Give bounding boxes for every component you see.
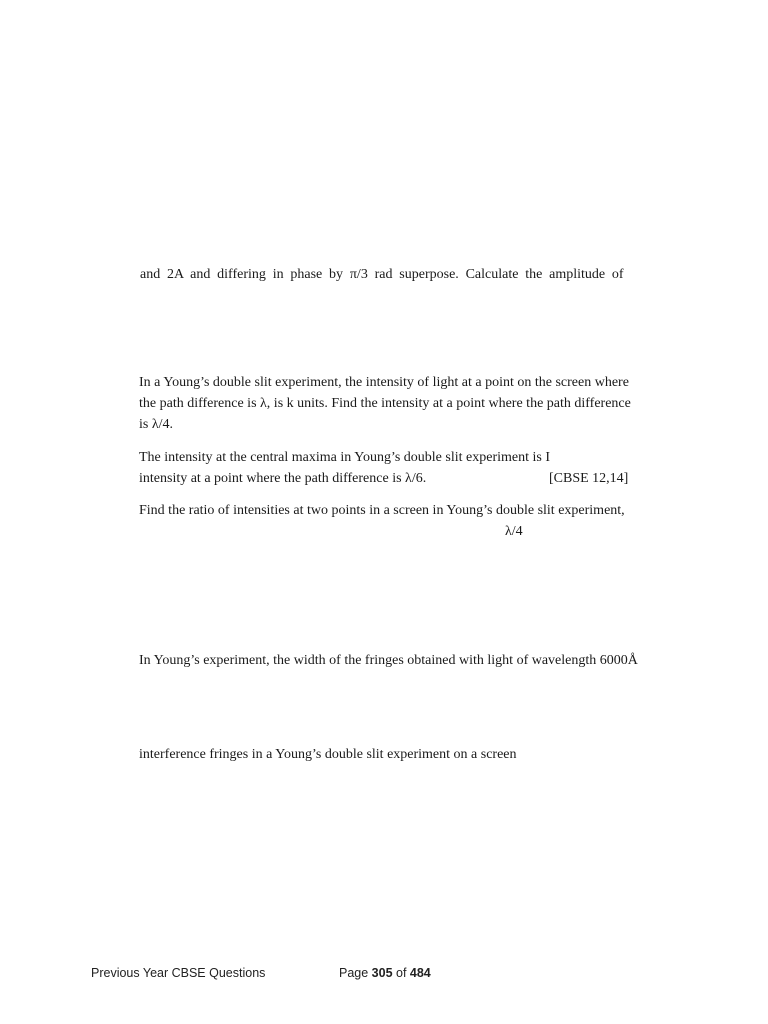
footer-document-title: Previous Year CBSE Questions	[91, 966, 266, 980]
text-line-ydse-intensity-3: is λ/4.	[139, 417, 174, 432]
text-line-ratio-intensities: Find the ratio of intensities at two points in a screen in Young’s double slit experiment,	[139, 503, 625, 518]
footer-page-number	[339, 966, 431, 980]
text-line-interference-fringes: interference fringes in a Young’s double slit experiment on a screen	[139, 747, 517, 762]
text-line-ydse-intensity-2: the path difference is λ, is k units. Find the intensity at a point where the path difference	[139, 396, 631, 411]
text-line-fringe-width: In Young’s experiment, the width of the fringes obtained with light of wavelength 6000Å	[139, 653, 638, 668]
text-line-ydse-intensity-1: In a Young’s double slit experiment, the intensity of light at a point on the screen where	[139, 375, 629, 390]
page-label: Page	[339, 966, 372, 980]
total-pages: 484	[409, 966, 431, 980]
current-page: 305	[371, 966, 393, 980]
text-line-central-maxima-2: intensity at a point where the path difference is λ/6.	[139, 471, 427, 486]
text-line-amplitude: and 2A and differing in phase by π/3 rad superpose. Calculate the amplitude of	[140, 267, 624, 282]
text-line-central-maxima-1: The intensity at the central maxima in Young’s double slit experiment is I	[139, 450, 550, 465]
text-line-lambda-quarter: λ/4	[505, 524, 523, 539]
page-of-label: of	[392, 966, 410, 980]
cbse-reference: [CBSE 12,14]	[549, 471, 629, 486]
